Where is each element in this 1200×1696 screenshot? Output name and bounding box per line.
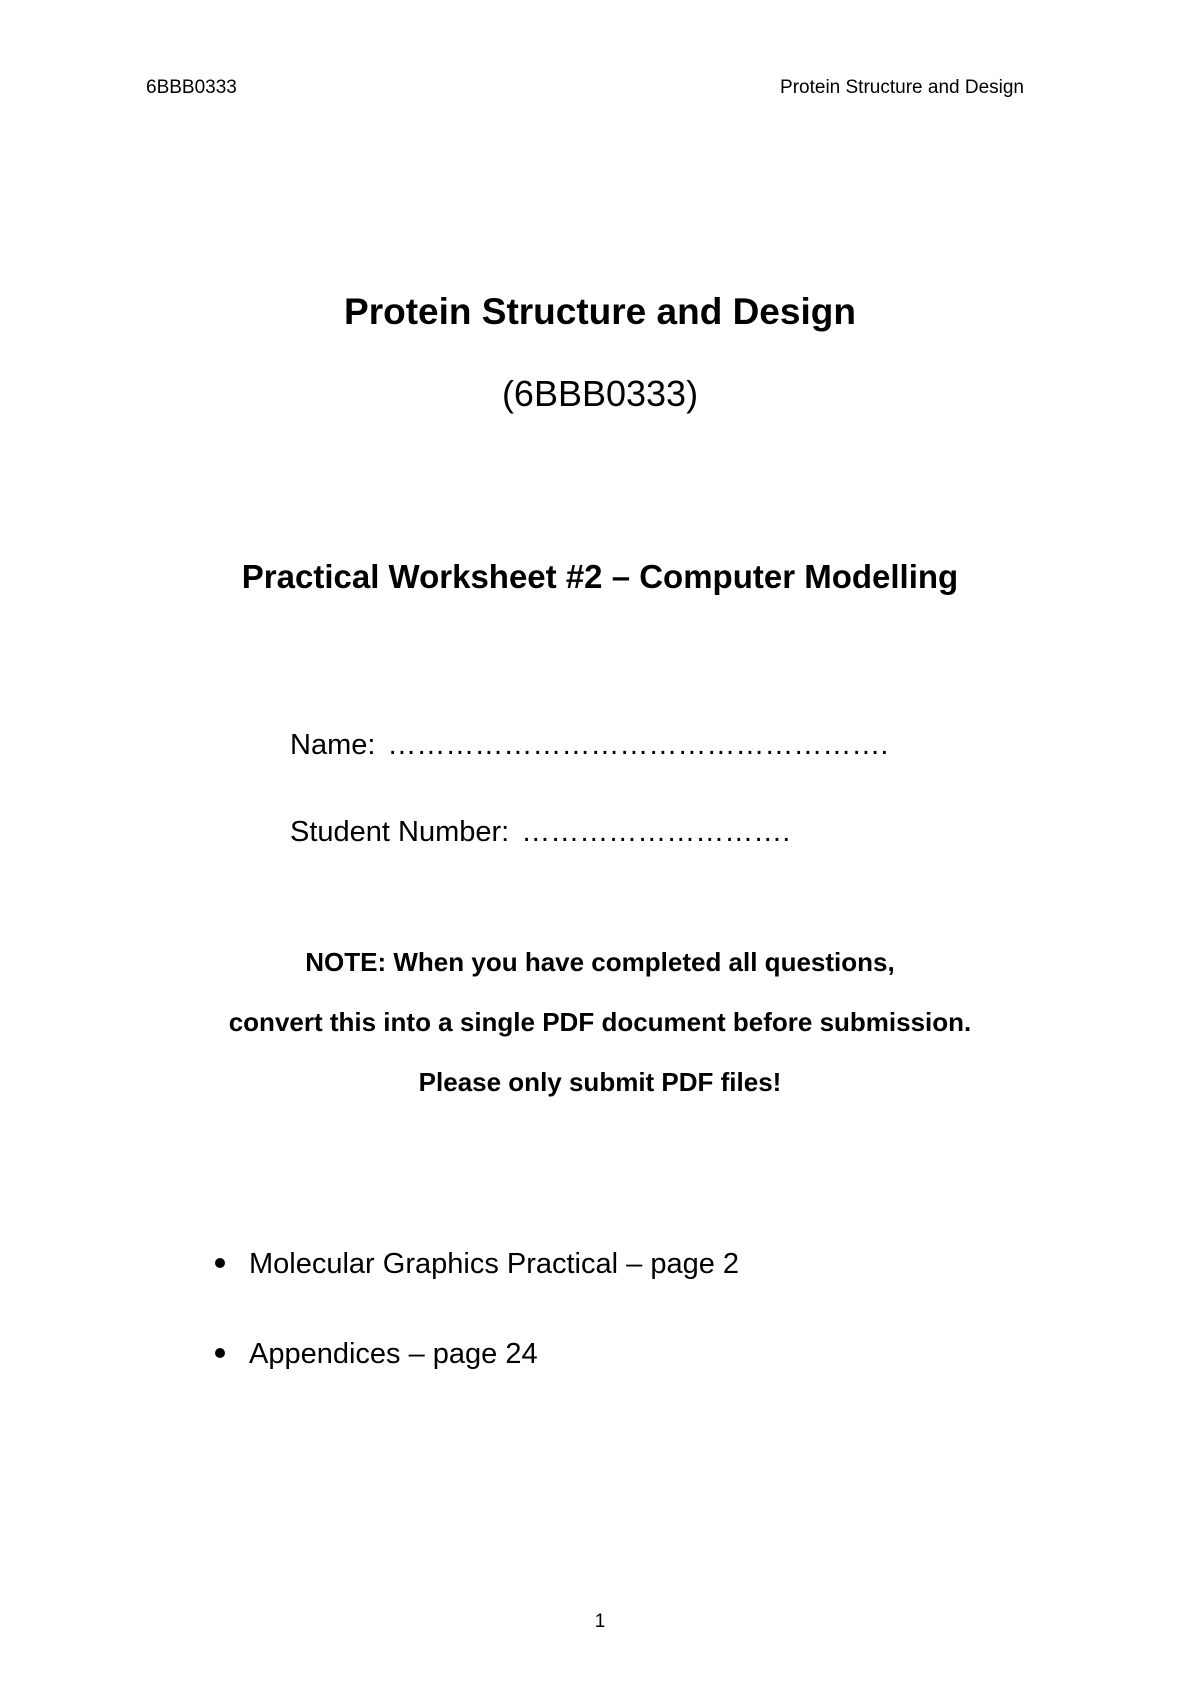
note-line-2: convert this into a single PDF document before submission.	[228, 1007, 972, 1037]
contents-item	[215, 1336, 538, 1372]
name-field	[290, 727, 888, 763]
student-number-blank-line: ……………………….	[521, 816, 791, 848]
header-module-code: 6BBB0333	[146, 77, 237, 98]
contents-item	[215, 1246, 739, 1282]
note-line-3: Please only submit PDF files!	[418, 1067, 782, 1097]
student-number-label: Student Number:	[290, 816, 510, 848]
student-number-field	[290, 814, 790, 850]
name-label: Name:	[290, 729, 376, 761]
note-line-1: NOTE: When you have completed all questions,	[305, 947, 895, 977]
name-blank-line: …………………………………………….	[387, 729, 889, 761]
page-number: 1	[594, 1611, 606, 1632]
bullet-icon	[215, 1258, 225, 1268]
contents-item-text: Molecular Graphics Practical – page 2	[249, 1248, 740, 1280]
worksheet-subtitle: Practical Worksheet #2 – Computer Modelling	[241, 558, 959, 595]
document-title: Protein Structure and Design	[344, 291, 856, 332]
contents-item-text: Appendices – page 24	[249, 1338, 538, 1370]
bullet-icon	[215, 1348, 225, 1358]
header-module-title: Protein Structure and Design	[780, 77, 1024, 98]
module-code: (6BBB0333)	[501, 373, 699, 414]
